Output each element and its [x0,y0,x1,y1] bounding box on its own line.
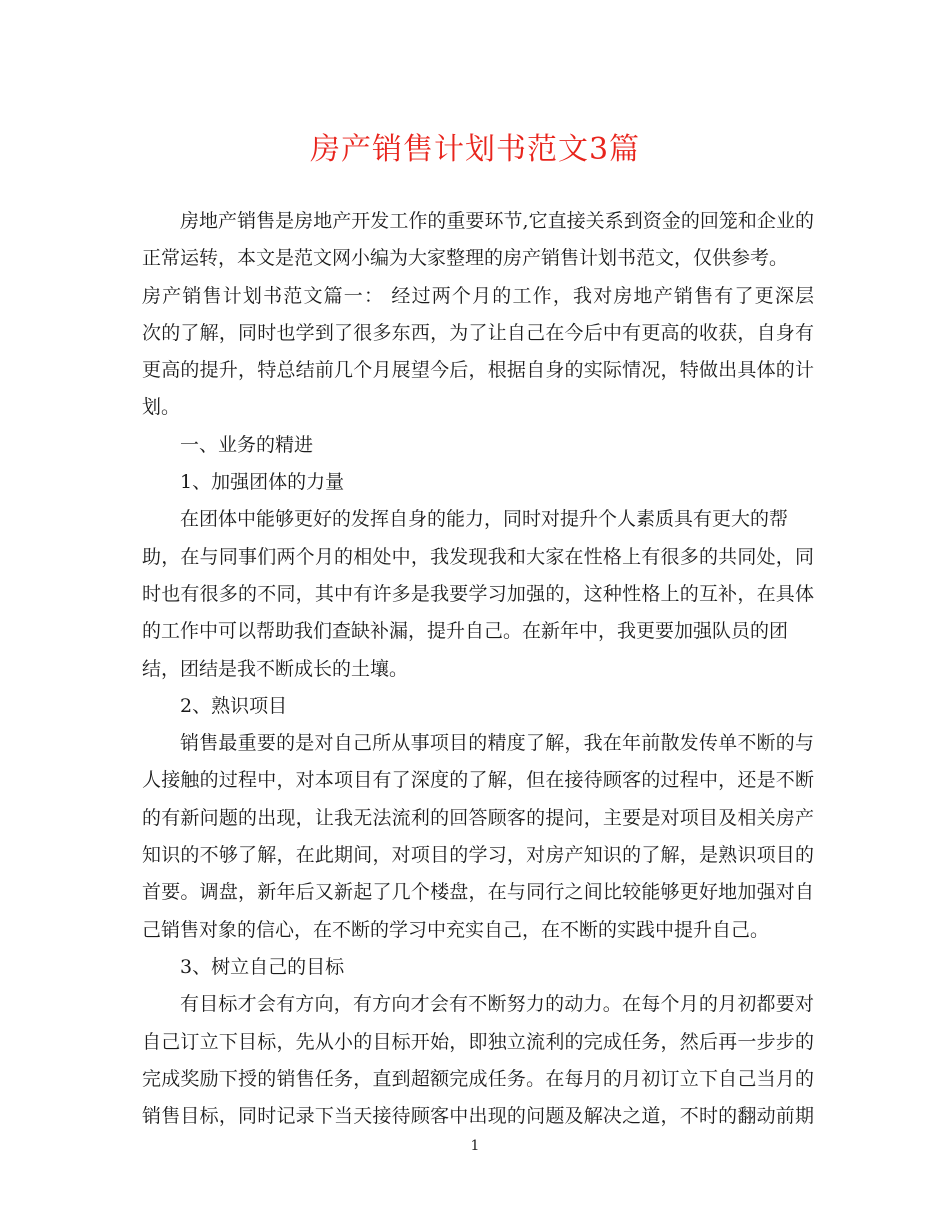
text-line: 房产销售计划书范文篇一： 经过两个月的工作，我对房地产销售有了更深层 [142,284,814,307]
text-line: 销售最重要的是对自己所从事项目的精度了解，我在年前散发传单不断的与 [180,732,814,755]
text-line: 更高的提升，特总结前几个月展望今后，根据自身的实际情况，特做出具体的计 [142,359,814,382]
text-line: 时也有很多的不同，其中有许多是我要学习加强的，这种性格上的互补，在具体 [142,582,814,605]
document-body [142,203,814,1135]
text-line: 结，团结是我不断成长的土壤。 [142,657,409,680]
text-line: 的有新问题的出现，让我无法流利的回答顾客的提问，主要是对项目及相关房产 [142,806,814,829]
text-line: 己销售对象的信心，在不断的学习中充实自己，在不断的实践中提升自己。 [142,918,770,941]
text-line: 1、加强团体的力量 [180,471,345,494]
text-line: 在团体中能够更好的发挥自身的能力，同时对提升个人素质具有更大的帮 [180,508,789,531]
text-line: 人接触的过程中，对本项目有了深度的了解，但在接待顾客的过程中，还是不断 [142,769,814,792]
text-line: 完成奖励下授的销售任务，直到超额完成任务。在每月的月初订立下自己当月的 [142,1067,814,1090]
text-line: 一、业务的精进 [180,433,314,456]
document-title: 房产销售计划书范文3篇 [309,132,641,167]
text-line: 3、树立自己的目标 [180,955,345,978]
text-line: 2、熟识项目 [180,694,288,717]
text-line: 次的了解，同时也学到了很多东西，为了让自己在今后中有更高的收获，自身有 [142,321,814,344]
text-line: 划。 [142,396,181,419]
text-line: 正常运转，本文是范文网小编为大家整理的房产销售计划书范文，仅供参考。 [142,247,789,270]
text-line: 首要。调盘，新年后又新起了几个楼盘，在与同行之间比较能够更好地加强对自 [142,881,814,904]
text-line: 知识的不够了解，在此期间，对项目的学习，对房产知识的了解，是熟识项目的 [142,844,814,867]
text-line: 助，在与同事们两个月的相处中，我发现我和大家在性格上有很多的共同处，同 [142,545,814,568]
text-line: 的工作中可以帮助我们查缺补漏，提升自己。在新年中，我更要加强队员的团 [142,620,789,643]
text-line: 自己订立下目标，先从小的目标开始，即独立流利的完成任务，然后再一步步的 [142,1030,814,1053]
text-line: 房地产销售是房地产开发工作的重要环节,它直接关系到资金的回笼和企业的 [180,210,814,232]
text-line: 有目标才会有方向，有方向才会有不断努力的动力。在每个月的月初都要对 [180,993,814,1016]
page-number: 1 [470,1138,480,1154]
text-line: 销售目标，同时记录下当天接待顾客中出现的问题及解决之道，不时的翻动前期 [142,1105,814,1128]
